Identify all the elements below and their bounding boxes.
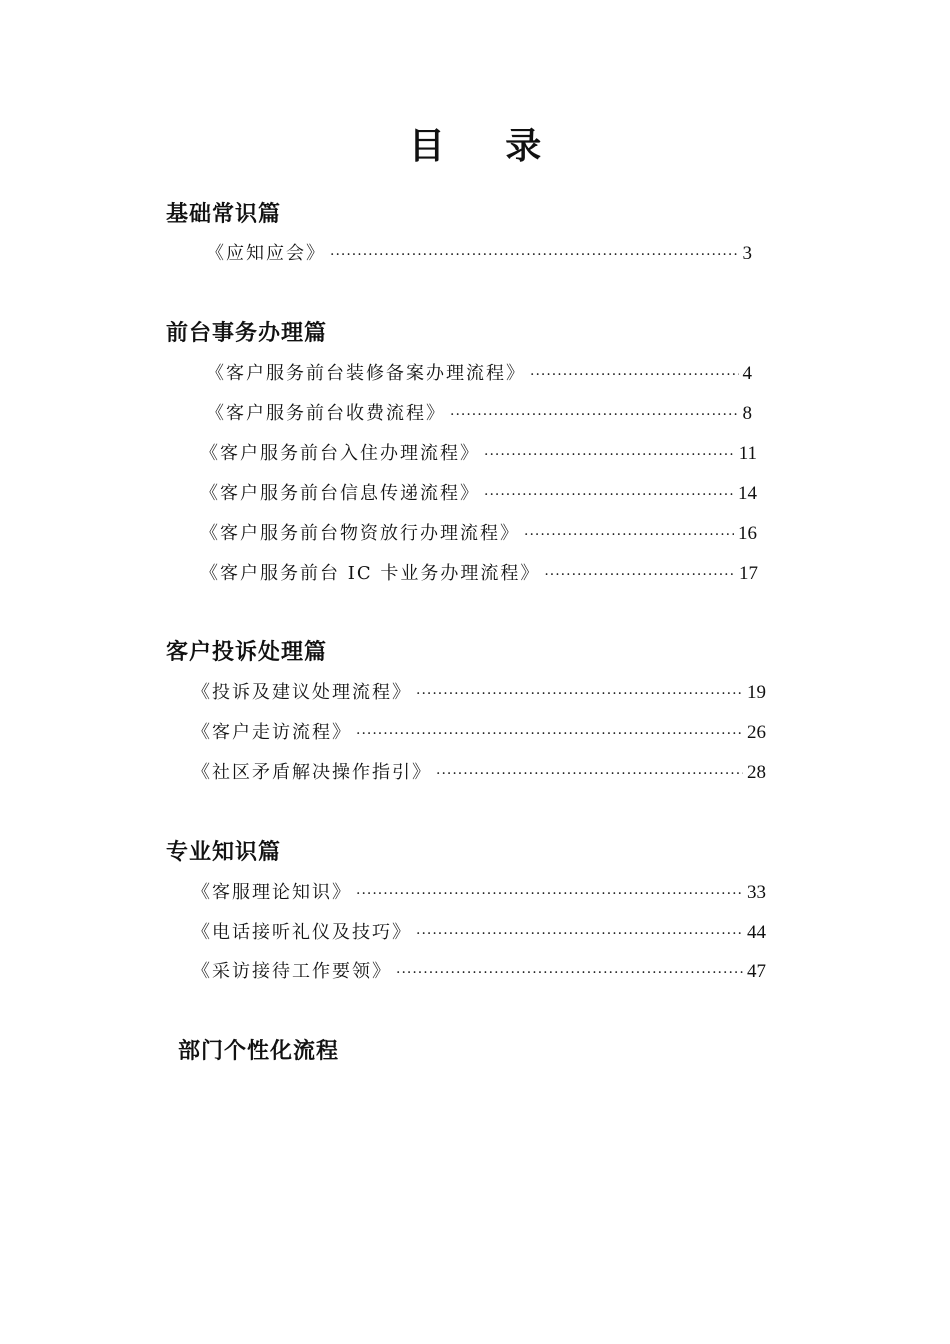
toc-entry[interactable] bbox=[192, 681, 766, 706]
toc-entry-title: 《社区矛盾解决操作指引》 bbox=[192, 762, 432, 783]
toc-entry[interactable] bbox=[192, 921, 766, 946]
toc-page-number: 11 bbox=[738, 443, 757, 464]
toc-dot-leader bbox=[484, 443, 735, 467]
section-heading-professional: 专业知识篇 bbox=[166, 839, 282, 865]
toc-entry-title: 《电话接听礼仪及技巧》 bbox=[192, 922, 412, 943]
toc-dot-leader bbox=[436, 762, 743, 786]
toc-entry-title: 《客户服务前台信息传递流程》 bbox=[200, 483, 480, 504]
toc-page-number: 16 bbox=[738, 523, 757, 544]
toc-entry[interactable] bbox=[200, 482, 757, 507]
toc-entry-title: 《客服理论知识》 bbox=[192, 882, 352, 903]
toc-dot-leader bbox=[524, 523, 734, 547]
toc-entry-title: 《客户走访流程》 bbox=[192, 722, 352, 743]
toc-entry-title: 《客户服务前台入住办理流程》 bbox=[200, 443, 480, 464]
toc-page-number: 47 bbox=[747, 961, 766, 982]
section-heading-complaints: 客户投诉处理篇 bbox=[166, 639, 328, 665]
toc-dot-leader bbox=[544, 563, 735, 587]
page-title: 目 录 bbox=[408, 125, 566, 167]
toc-entry-title: 《客户服务前台装修备案办理流程》 bbox=[206, 363, 526, 384]
toc-dot-leader bbox=[356, 882, 743, 906]
toc-page-number: 19 bbox=[747, 682, 766, 703]
toc-dot-leader bbox=[484, 483, 734, 507]
toc-entry-title: 《应知应会》 bbox=[206, 243, 326, 264]
section-heading-basics: 基础常识篇 bbox=[166, 201, 282, 227]
toc-entry[interactable] bbox=[200, 522, 757, 547]
toc-entry-title: 《采访接待工作要领》 bbox=[192, 961, 392, 982]
toc-page-number: 8 bbox=[742, 403, 752, 424]
toc-page-number: 3 bbox=[742, 243, 752, 264]
toc-entry[interactable] bbox=[200, 562, 758, 587]
toc-entry-title: 《投诉及建议处理流程》 bbox=[192, 682, 412, 703]
toc-entry[interactable] bbox=[200, 442, 757, 467]
section-heading-department: 部门个性化流程 bbox=[178, 1038, 340, 1064]
toc-entry[interactable] bbox=[206, 242, 752, 267]
toc-entry[interactable] bbox=[192, 960, 766, 985]
toc-entry[interactable] bbox=[192, 721, 766, 746]
toc-dot-leader bbox=[416, 922, 743, 946]
toc-entry[interactable] bbox=[206, 402, 752, 427]
toc-page-number: 17 bbox=[739, 563, 758, 584]
section-heading-front-desk: 前台事务办理篇 bbox=[166, 320, 328, 346]
toc-page-number: 33 bbox=[747, 882, 766, 903]
toc-page-number: 4 bbox=[742, 363, 752, 384]
toc-dot-leader bbox=[416, 682, 743, 706]
toc-page-number: 26 bbox=[747, 722, 766, 743]
toc-entry[interactable] bbox=[206, 362, 752, 387]
toc-entry-title: 《客户服务前台物资放行办理流程》 bbox=[200, 523, 520, 544]
toc-dot-leader bbox=[330, 243, 739, 267]
toc-entry[interactable] bbox=[192, 881, 766, 906]
toc-dot-leader bbox=[450, 403, 739, 427]
toc-dot-leader bbox=[530, 363, 739, 387]
toc-page-number: 14 bbox=[738, 483, 757, 504]
toc-dot-leader bbox=[356, 722, 743, 746]
toc-entry[interactable] bbox=[192, 761, 766, 786]
toc-entry-title: 《客户服务前台收费流程》 bbox=[206, 403, 446, 424]
toc-page-number: 28 bbox=[747, 762, 766, 783]
toc-page-number: 44 bbox=[747, 922, 766, 943]
toc-dot-leader bbox=[396, 961, 743, 985]
toc-entry-title: 《客户服务前台 IC 卡业务办理流程》 bbox=[200, 563, 541, 584]
